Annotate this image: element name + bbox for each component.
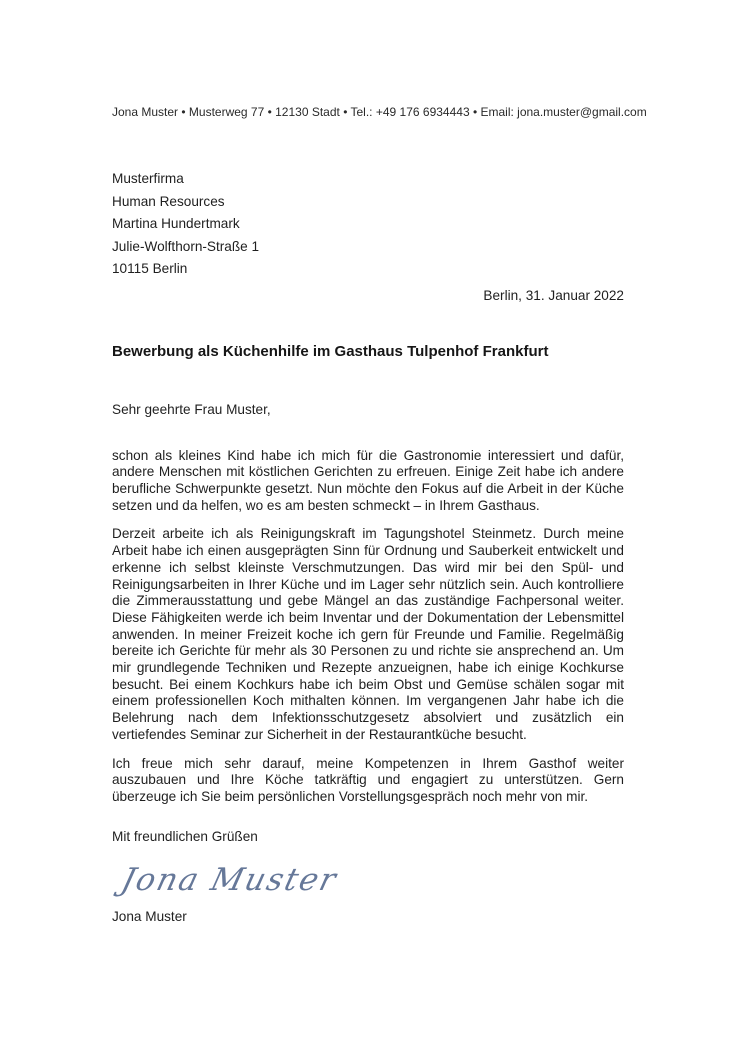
body-paragraph-experience: Derzeit arbeite ich als Reinigungskraft im Tagungshotel Steinmetz. Durch meine Arbeit habe ich einen ausgeprägten Sinn für Ordnung und Sauberkeit entwickelt und erkenne ich selbst kleinste Verschmutzungen. Das wird mir bei den Spül- und Reinigungsarbeiten in Ihrer Küche und im Lager sehr nützlich sein. Auch kontrolliere die Zimmerausstattung und gebe Mängel an das zuständige Fachpersonal weiter. Diese Fähigkeiten werde ich beim Inventar und der Dokumentation der Lebensmittel anwenden. In meiner Freizeit koche ich gern für Freunde und Familie. Regelmäßig bereite ich Gerichte für mehr als 30 Personen zu und richte sie ansprechend an. Um mir grundlegende Techniken und Rezepte anzueignen, habe ich einige Kochkurse besucht. Bei einem Kochkurs habe ich beim Obst und Gemüse schälen sogar mit einem professionellen Koch mithalten können. Im vergangenen Jahr habe ich die Belehrung nach dem Infektionsschutzgesetz absolviert und zusätzlich ein vertiefendes Seminar zur Sicherheit in der Restaurantküche besucht. (112, 526, 624, 742)
body-paragraph-outlook: Ich freue mich sehr darauf, meine Kompetenzen in Ihrem Gasthof weiter auszubauen und Ihre Köche tatkräftig und engagiert zu unterstützen. Gern überzeuge ich Sie beim persönlichen Vorstellungsgespräch noch mehr von mir. (112, 755, 624, 804)
recipient-department: Human Resources (112, 193, 225, 209)
recipient-company: Musterfirma (112, 171, 184, 186)
sender-contact-line: Jona Muster • Musterweg 77 • 12130 Stadt • Tel.: +49 176 6934443 • Email: jona.muster@gmail.com (112, 105, 647, 119)
body-paragraph-intro: schon als kleines Kind habe ich mich für die Gastronomie interessiert und dafür, andere Menschen mit köstlichen Gerichten zu erfreuen. Einige Zeit habe ich andere berufliche Schwerpunkte gesetzt. Nun möchte den Fokus auf die Arbeit in der Küche setzen und da helfen, wo es am besten schmeckt – in Ihrem Gasthaus. (112, 447, 624, 513)
recipient-street: Julie-Wolfthorn-Straße 1 (112, 238, 260, 254)
closing-phrase: Mit freundlichen Grüßen (112, 828, 258, 844)
salutation: Sehr geehrte Frau Muster, (112, 401, 271, 417)
recipient-block (112, 168, 624, 281)
subject-line: Bewerbung als Küchenhilfe im Gasthaus Tulpenhof Frankfurt (112, 343, 549, 361)
signer-name: Jona Muster (112, 909, 187, 925)
date-line: Berlin, 31. Januar 2022 (483, 287, 624, 303)
recipient-contact-person: Martina Hundertmark (112, 216, 240, 231)
recipient-city: 10115 Berlin (112, 261, 188, 276)
handwritten-signature: Jona Muster (117, 862, 342, 899)
